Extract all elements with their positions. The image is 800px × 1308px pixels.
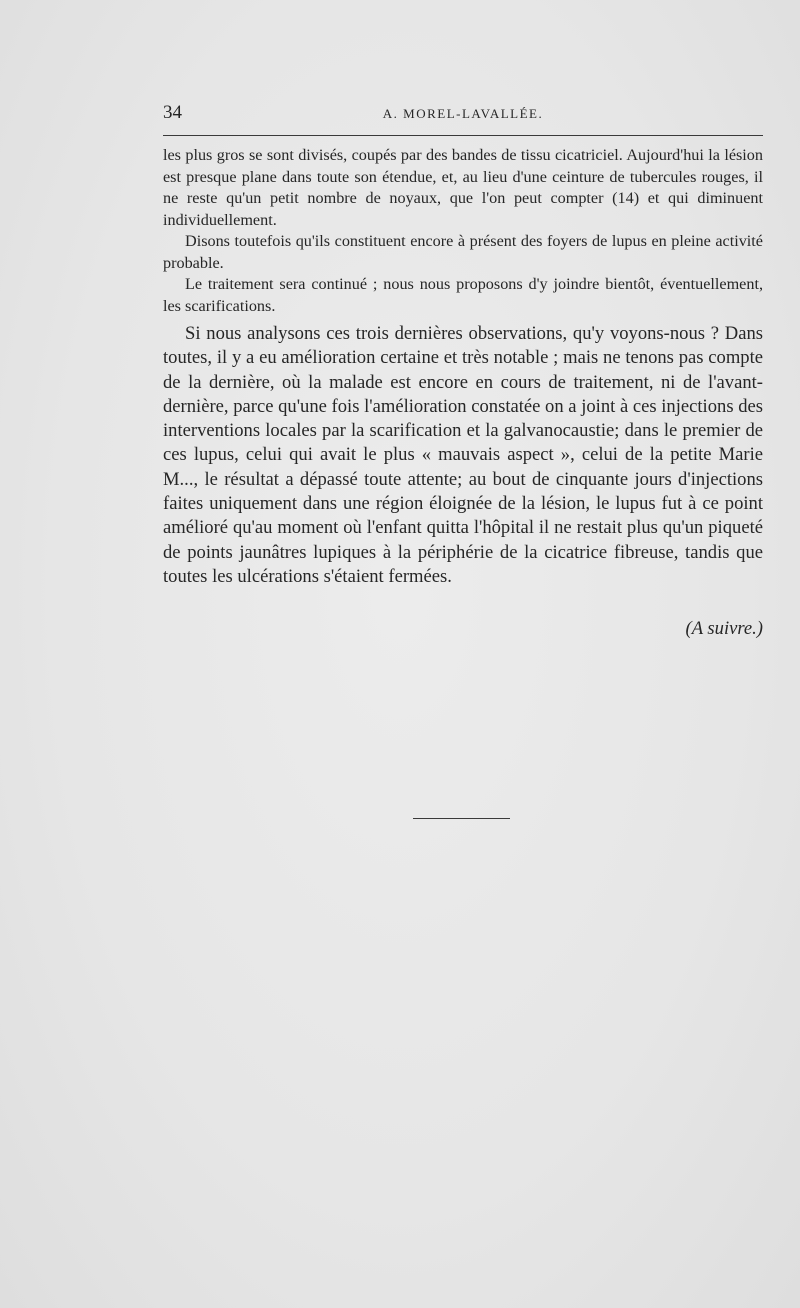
to-be-continued-note: (A suivre.): [685, 618, 763, 639]
section-end-rule: [413, 818, 510, 819]
page-number: 34: [163, 102, 182, 123]
paragraph: Si nous analysons ces trois dernières observations, qu'y voyons-nous ? Dans toutes, il y a eu amélioration certaine et très notable ; mais ne tenons pas compte de la dernière, où la malade est encore en cours de traitement, ni de l'avant-dernière, parce qu'une fois l'amélioration constatée on a joint à ces injections des interventions locales par la scarification et la galvanocaustie; dans le premier de ces lupus, celui qui avait le plus « mauvais aspect », celui de la petite Marie M..., le résultat a dépassé toute attente; au bout de cinquante jours d'injections faites uniquement dans une région éloignée de la lésion, le lupus fut à ce point amélioré qu'au moment où l'enfant quitta l'hôpital il ne restait plus qu'un piqueté de points jaunâtres lupiques à la périphérie de la cicatrice fibreuse, tandis que toutes les ulcérations s'étaient fermées.: [163, 323, 763, 587]
case-report-continuation: [163, 145, 763, 317]
paragraph: les plus gros se sont divisés, coupés par des bandes de tissu cicatriciel. Aujourd'hui la lésion est presque plane dans toute son étendue, et, au lieu d'une ceinture de tubercules rouges, il ne reste qu'un petit nombre de noyaux, que l'on peut compter (14) et qui diminuent individuellement.: [163, 146, 763, 229]
paragraph: Le traitement sera continué ; nous nous proposons d'y joindre bientôt, éventuellement, les scarifications.: [163, 275, 763, 315]
paragraph: Disons toutefois qu'ils constituent encore à présent des foyers de lupus en pleine activité probable.: [163, 232, 763, 272]
page-header: [163, 100, 763, 126]
main-body-text: [163, 322, 763, 589]
running-head: A. MOREL-LAVALLÉE.: [382, 106, 544, 121]
header-rule: [163, 135, 763, 136]
